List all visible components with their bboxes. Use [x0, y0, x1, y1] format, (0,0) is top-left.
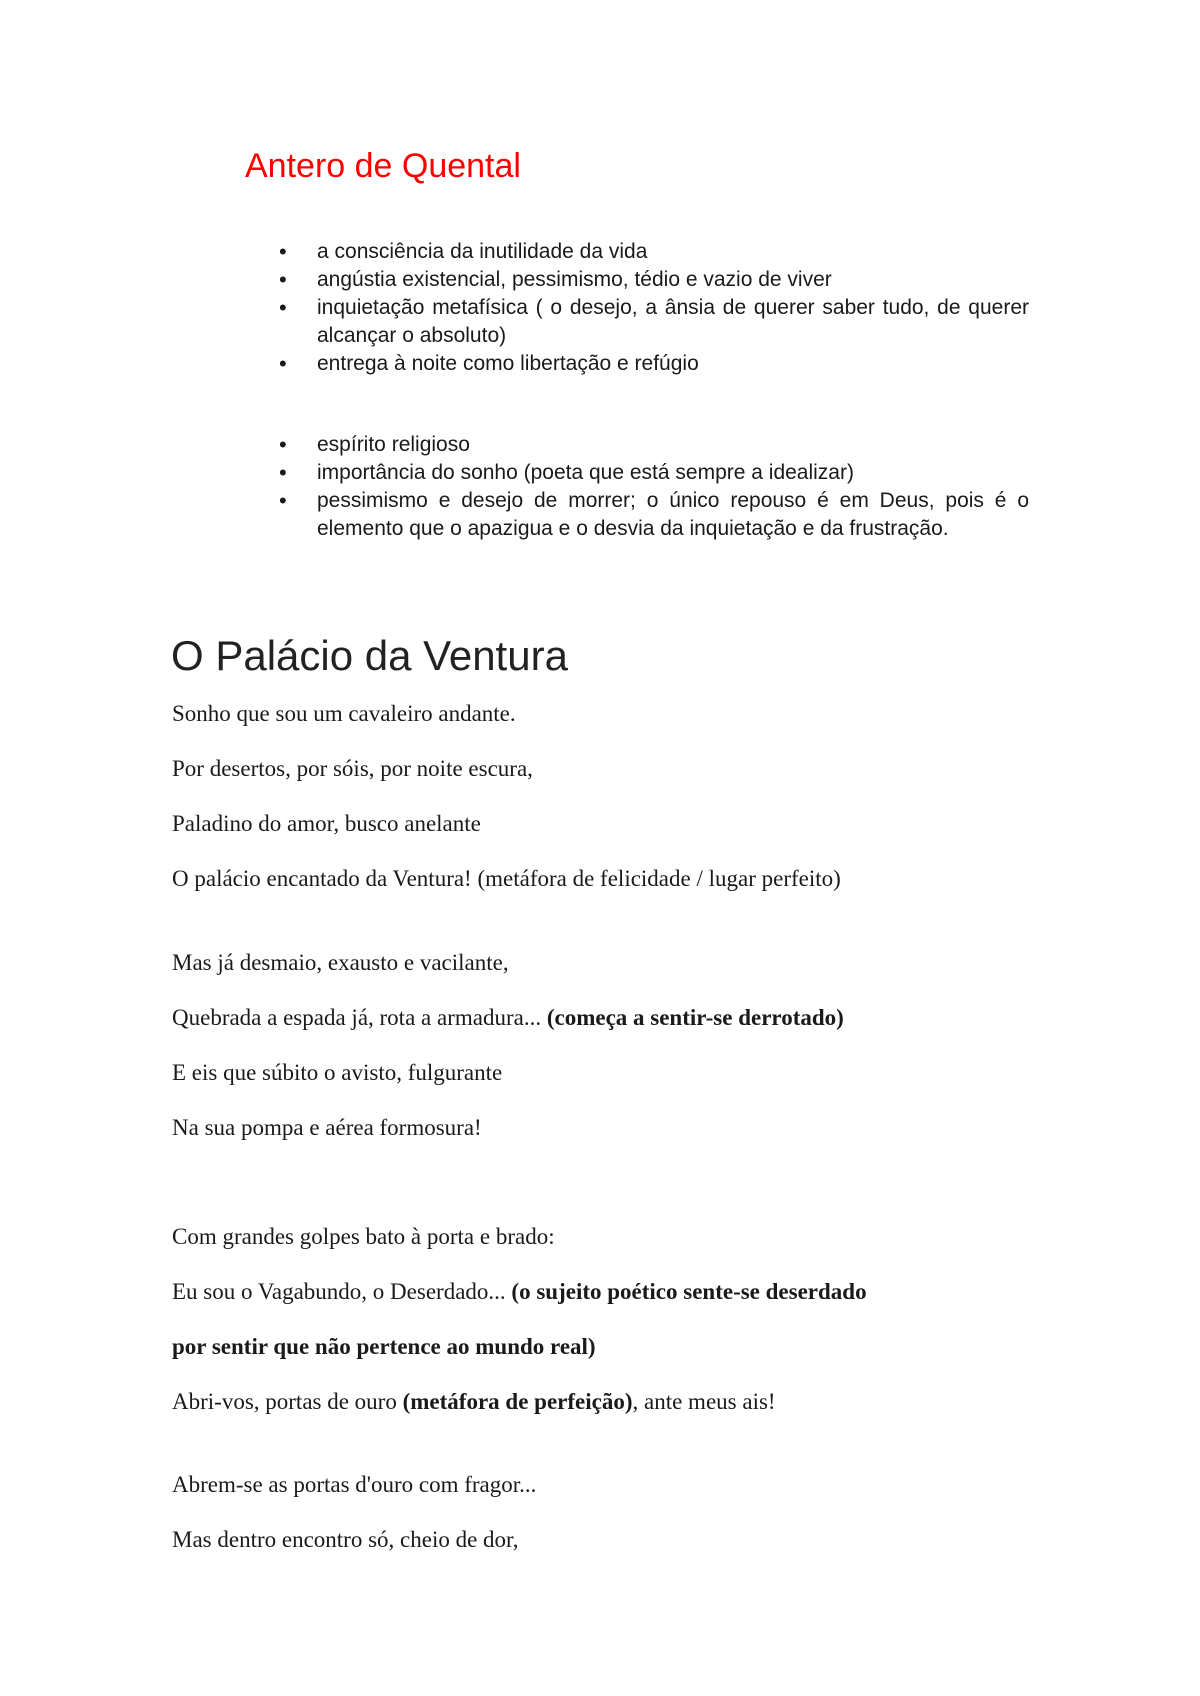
poem-line: Com grandes golpes bato à porta e brado:: [172, 1224, 555, 1249]
poem-line: Na sua pompa e aérea formosura!: [172, 1115, 482, 1140]
poem-line: Mas já desmaio, exausto e vacilante,: [172, 950, 509, 975]
poem-annotation: por sentir que não pertence ao mundo real): [172, 1334, 596, 1359]
list-item: • importância do sonho (poeta que está sempre a idealizar): [279, 459, 1029, 487]
list-item: • a consciência da inutilidade da vida: [279, 238, 1029, 266]
poem-annotation: (o sujeito poético sente-se deserdado: [511, 1279, 867, 1304]
list-item: • pessimismo e desejo de morrer; o único repouso é em Deus, pois é o elemento que o apazigua e o desvia da inquietação e da frustração.: [279, 487, 1029, 543]
poem-annotation: (começa a sentir-se derrotado): [546, 1005, 844, 1030]
poem-text: Abri-vos, portas de ouro: [172, 1389, 403, 1414]
poem-line: Abrem-se as portas d'ouro com fragor...: [172, 1472, 537, 1497]
poem-line: [172, 1277, 867, 1307]
list-item: • inquietação metafísica ( o desejo, a ânsia de querer saber tudo, de querer alcançar o absoluto): [279, 294, 1029, 350]
list-item: • entrega à noite como libertação e refúgio: [279, 350, 1029, 378]
poem-text: Quebrada a espada já, rota a armadura...: [172, 1005, 547, 1030]
poem-title: O Palácio da Ventura: [171, 632, 568, 679]
characteristics-list-2: [279, 431, 1029, 543]
characteristics-list-1: [279, 238, 1029, 378]
poem-line: [172, 1332, 596, 1362]
poem-line: Paladino do amor, busco anelante: [172, 811, 481, 836]
list-item: • espírito religioso: [279, 431, 1029, 459]
poem-text: , ante meus ais!: [632, 1389, 776, 1414]
poem-line: O palácio encantado da Ventura! (metáfora de felicidade / lugar perfeito): [172, 866, 841, 891]
poem-line: E eis que súbito o avisto, fulgurante: [172, 1060, 503, 1085]
poem-line: [172, 1387, 776, 1417]
poem-line: Mas dentro encontro só, cheio de dor,: [172, 1527, 519, 1552]
poem-annotation: (metáfora de perfeição): [402, 1389, 633, 1414]
poem-line: Por desertos, por sóis, por noite escura,: [172, 756, 533, 781]
poem-text: Eu sou o Vagabundo, o Deserdado...: [172, 1279, 512, 1304]
document-title: Antero de Quental: [245, 147, 521, 185]
poem-line: Sonho que sou um cavaleiro andante.: [172, 701, 516, 726]
list-item: • angústia existencial, pessimismo, tédio e vazio de viver: [279, 266, 1029, 294]
poem-line: [172, 1003, 844, 1033]
